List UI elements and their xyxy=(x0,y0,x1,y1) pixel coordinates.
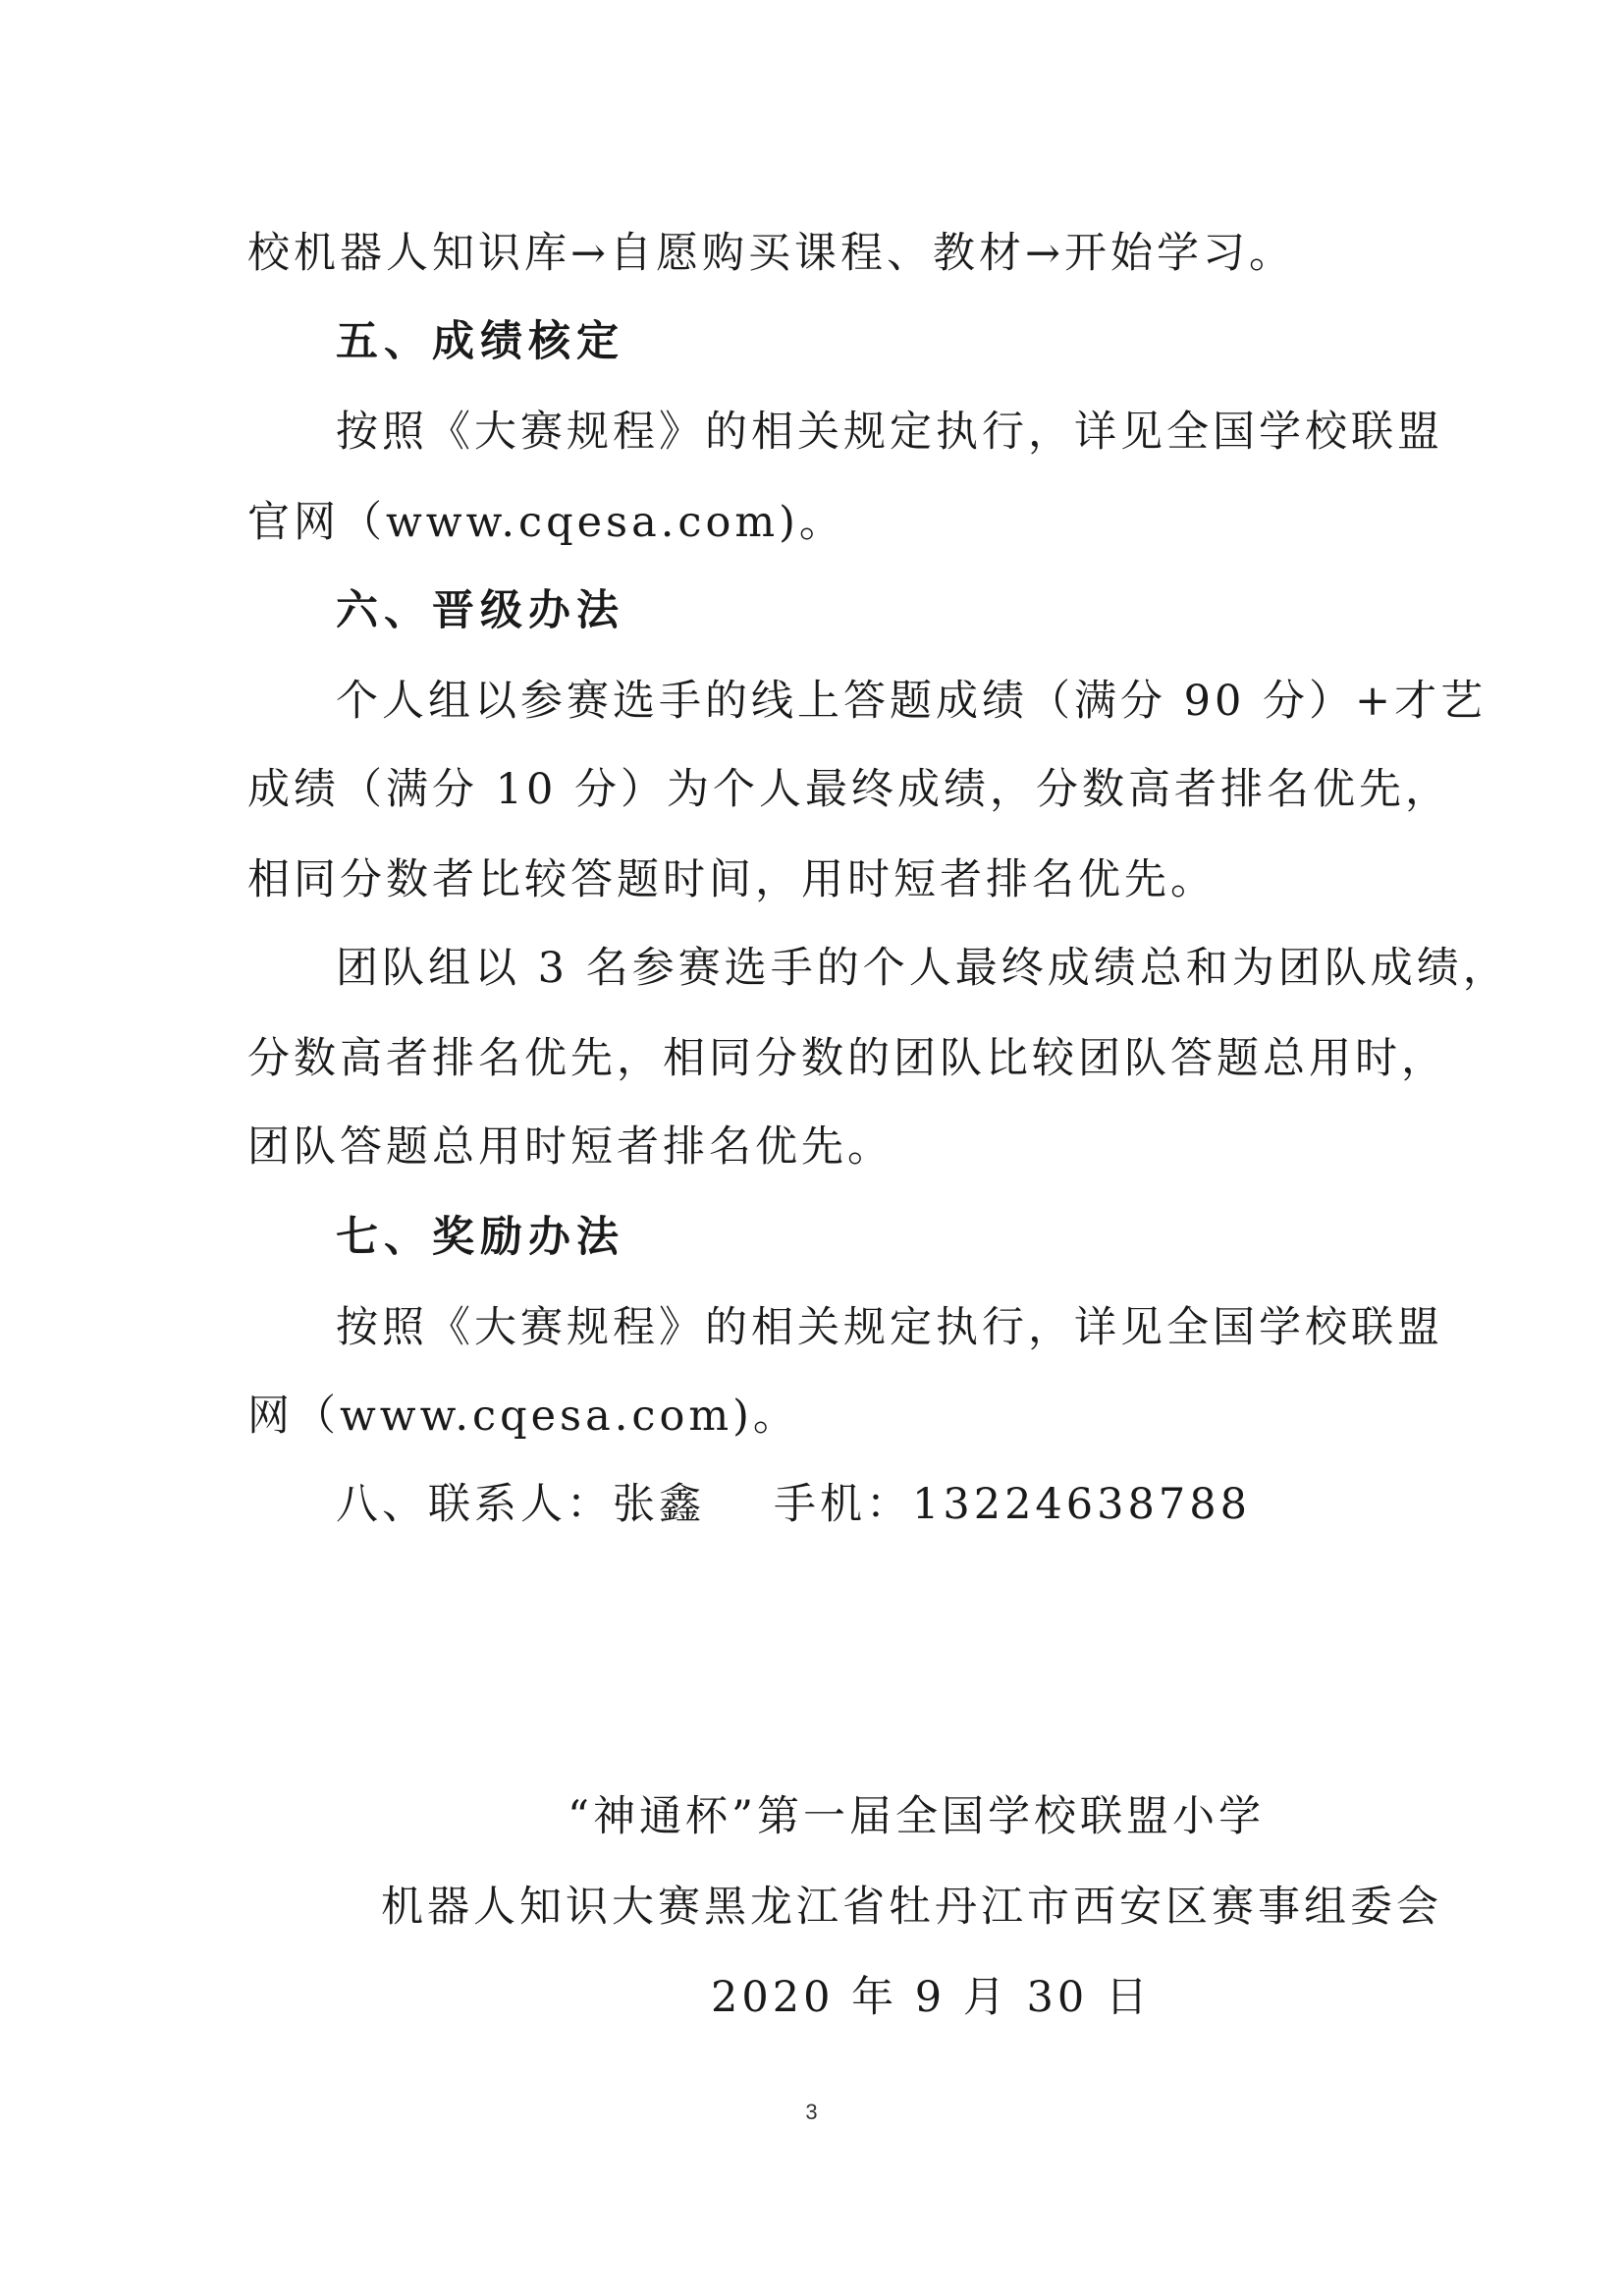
page-number: 3 xyxy=(805,2100,818,2124)
signature-date: 2020 年 9 月 30 日 xyxy=(711,1973,1152,2022)
section-6-paragraph-line-6: 团队答题总用时短者排名优先。 xyxy=(247,1122,893,1172)
contact-phone: 手机：13224638788 xyxy=(774,1480,1251,1529)
section-5-paragraph-line-1: 按照《大赛规程》的相关规定执行，详见全国学校联盟 xyxy=(336,408,1443,457)
section-6-paragraph-line-2: 成绩（满分 10 分）为个人最终成绩，分数高者排名优先， xyxy=(247,765,1452,814)
section-7-paragraph-line-2: 网（www.cqesa.com)。 xyxy=(247,1392,799,1441)
section-5-paragraph-line-2: 官网（www.cqesa.com)。 xyxy=(247,498,845,547)
section-6-paragraph-line-1: 个人组以参赛选手的线上答题成绩（满分 90 分）+才艺 xyxy=(336,677,1488,726)
signature-organizer-line-1: “神通杯”第一届全国学校联盟小学 xyxy=(568,1792,1265,1841)
section-7-paragraph-line-1: 按照《大赛规程》的相关规定执行，详见全国学校联盟 xyxy=(336,1303,1443,1352)
section-heading-5: 五、成绩核定 xyxy=(336,317,624,366)
contact-person: 八、联系人：张鑫 xyxy=(336,1480,705,1529)
body-line-1: 校机器人知识库→自愿购买课程、教材→开始学习。 xyxy=(247,229,1296,278)
contact-line xyxy=(336,1475,1251,1534)
section-6-paragraph-line-3: 相同分数者比较答题时间，用时短者排名优先。 xyxy=(247,855,1217,904)
section-heading-7: 七、奖励办法 xyxy=(336,1213,624,1262)
section-6-paragraph-line-5: 分数高者排名优先，相同分数的团队比较团队答题总用时， xyxy=(247,1034,1447,1083)
section-heading-6: 六、晋级办法 xyxy=(336,586,624,635)
section-6-paragraph-line-4: 团队组以 3 名参赛选手的个人最终成绩总和为团队成绩， xyxy=(336,944,1509,993)
signature-organizer-line-2: 机器人知识大赛黑龙江省牡丹江市西安区赛事组委会 xyxy=(381,1883,1442,1932)
